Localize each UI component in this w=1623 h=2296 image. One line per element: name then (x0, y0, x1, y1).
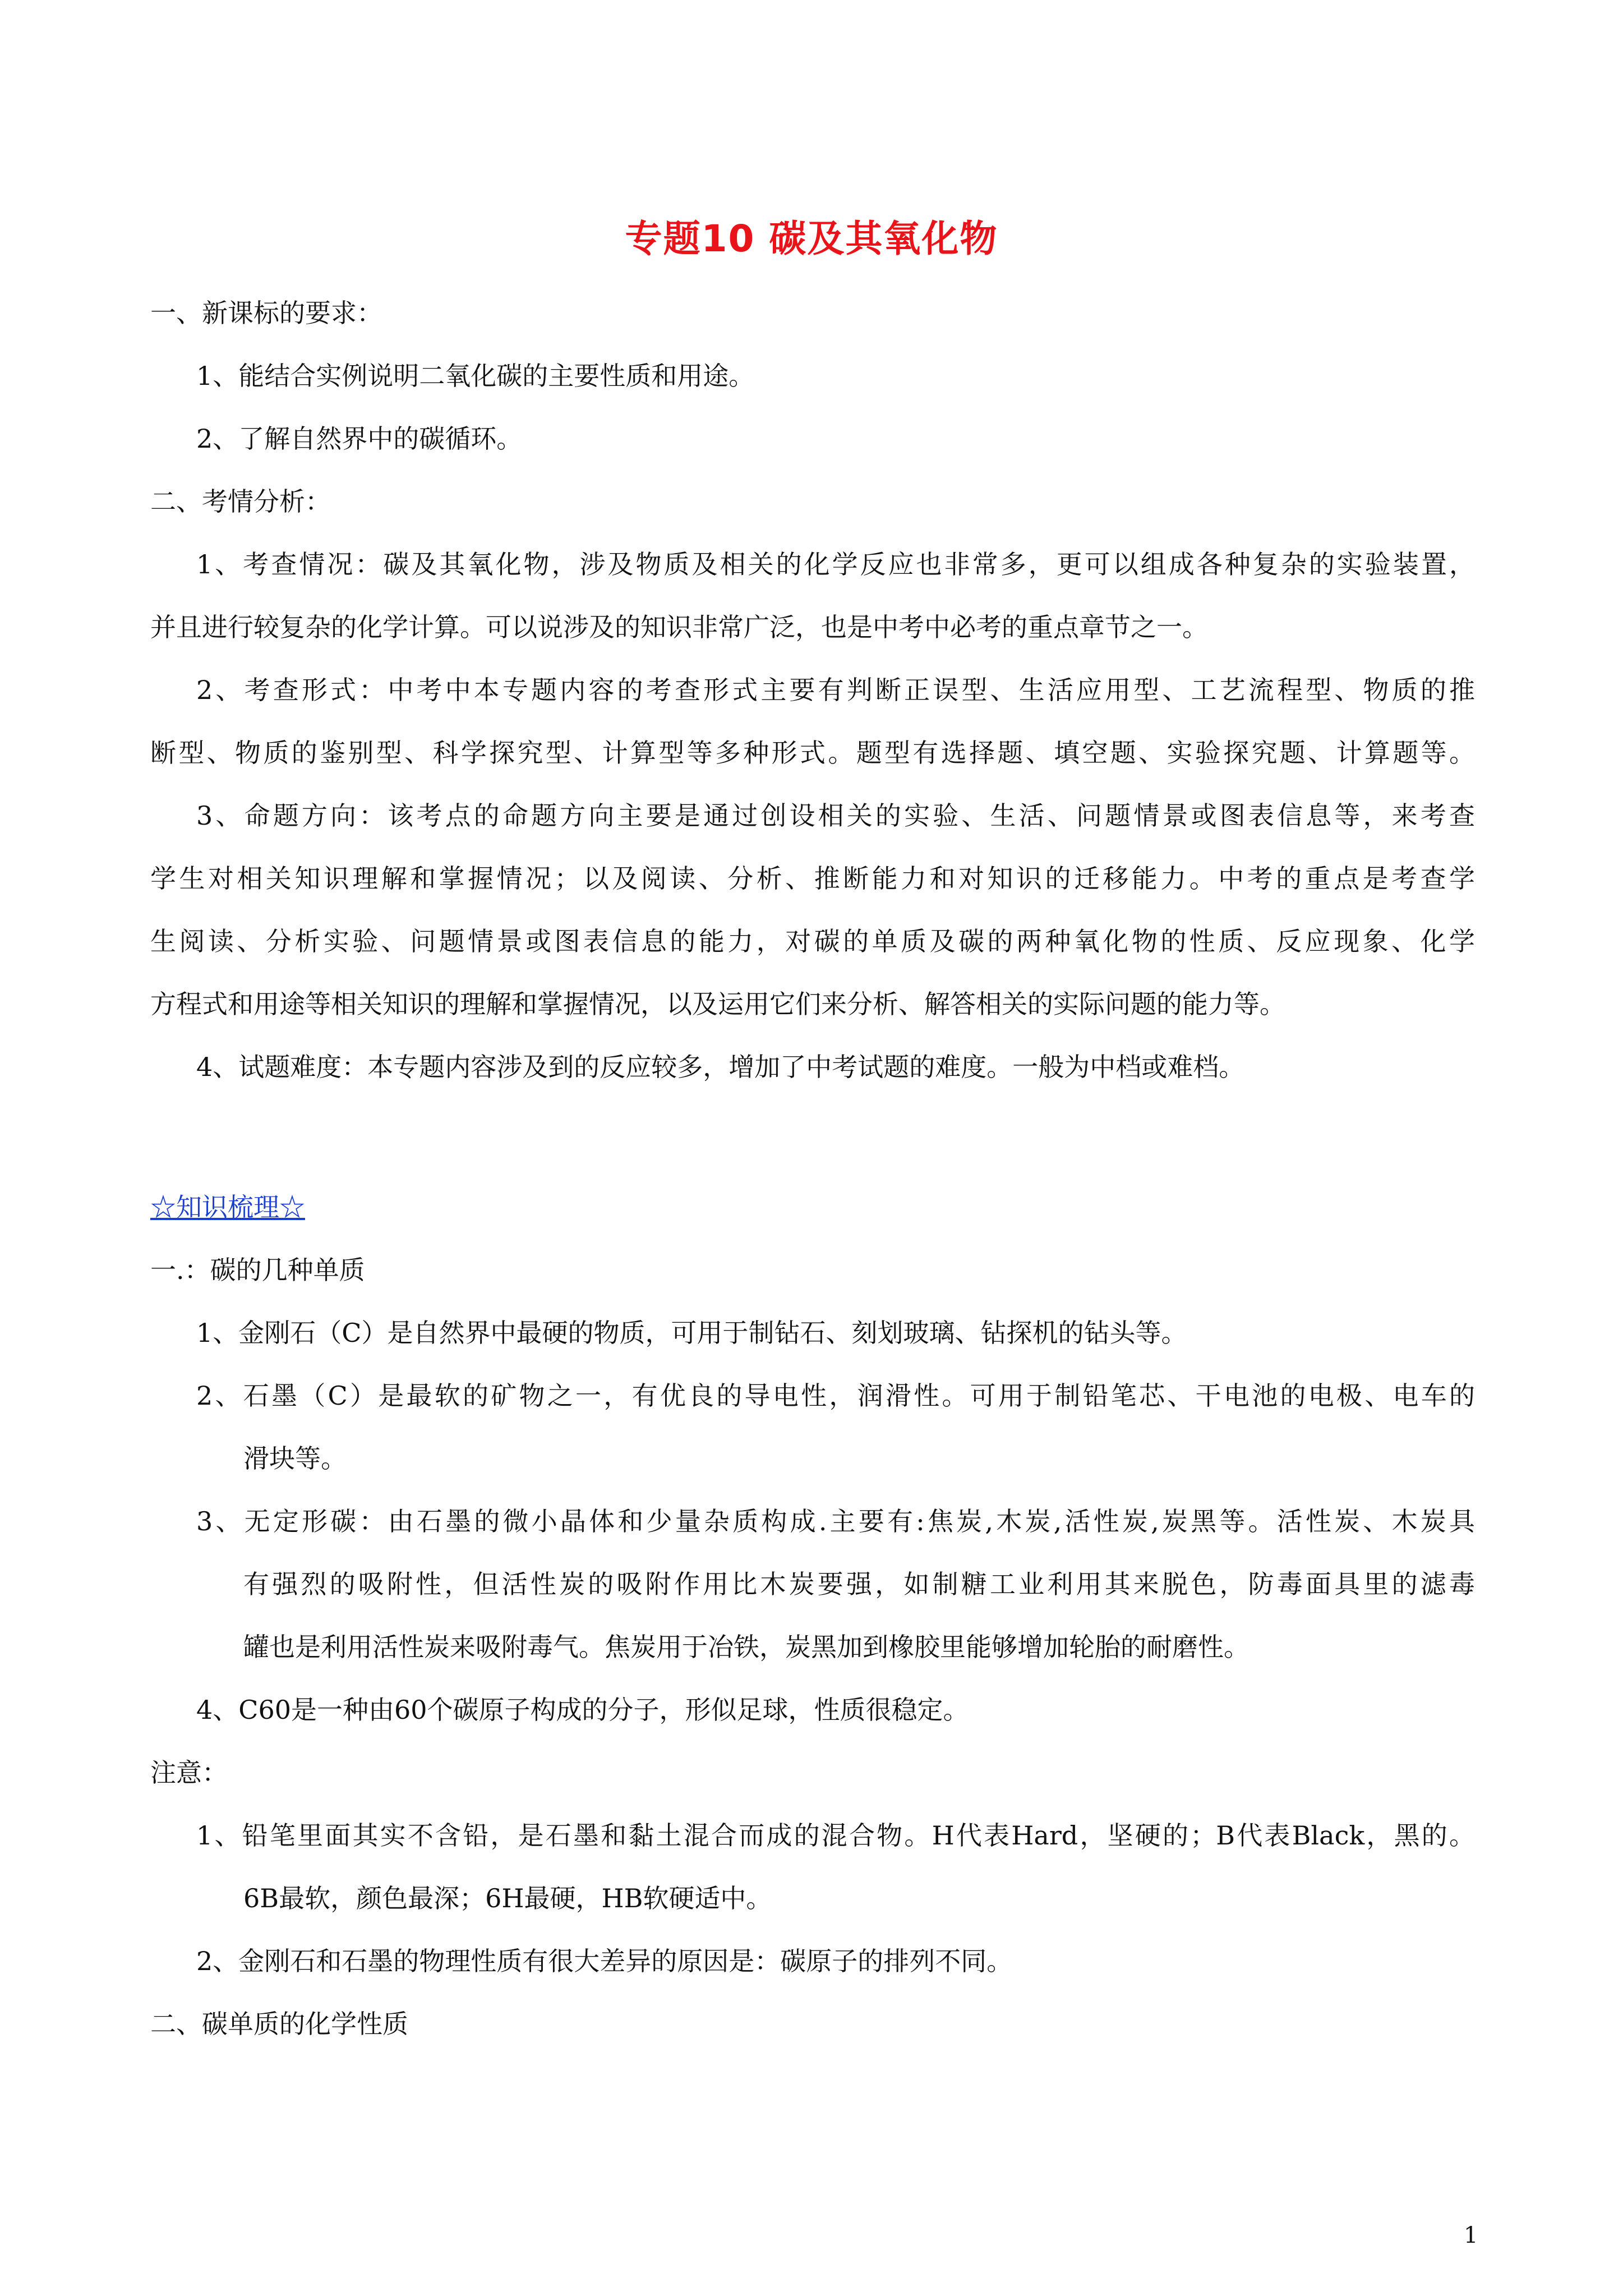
section1-item: 2、了解自然界中的碳循环。 (196, 424, 523, 454)
notes-line: 1、铅笔里面其实不含铅，是石墨和黏土混合而成的混合物。H代表Hard，坚硬的；B代表Black，黑的。 (196, 1820, 1475, 1851)
knowledge-summary-link[interactable]: ☆知识梳理☆ (150, 1192, 305, 1222)
section1-item: 1、能结合实例说明二氧化碳的主要性质和用途。 (196, 361, 755, 391)
notes-line: 6B最软，颜色最深；6H最硬，HB软硬适中。 (243, 1883, 772, 1913)
section2-heading: 二、考情分析： (150, 486, 331, 517)
notes-line: 2、金刚石和石墨的物理性质有很大差异的原因是：碳原子的排列不同。 (196, 1946, 1013, 1976)
carbon-forms-line: 3、无定形碳：由石墨的微小晶体和少量杂质构成.主要有:焦炭,木炭,活性炭,炭黑等。活性炭、木炭具 (196, 1506, 1475, 1536)
section2-line: 4、试题难度：本专题内容涉及到的反应较多，增加了中考试题的难度。一般为中档或难档。 (196, 1052, 1245, 1082)
page-title: 专题10 碳及其氧化物 (625, 217, 998, 260)
section2-line: 3、命题方向：该考点的命题方向主要是通过创设相关的实验、生活、问题情景或图表信息等，来考查 (196, 800, 1475, 831)
section2-line: 方程式和用途等相关知识的理解和掌握情况，以及运用它们来分析、解答相关的实际问题的能力等。 (150, 989, 1285, 1019)
notes-heading: 注意： (150, 1757, 228, 1788)
page-number: 1 (1464, 2223, 1478, 2248)
section2-line: 2、考查形式：中考中本专题内容的考查形式主要有判断正误型、生活应用型、工艺流程型、物质的推 (196, 675, 1475, 705)
section2-line: 断型、物质的鉴别型、科学探究型、计算型等多种形式。题型有选择题、填空题、实验探究题、计算题等。 (150, 738, 1475, 768)
carbon-forms-line: 有强烈的吸附性，但活性炭的吸附作用比木炭要强，如制糖工业利用其来脱色，防毒面具里的滤毒 (243, 1569, 1475, 1599)
carbon-forms-line: 2、石墨（C）是最软的矿物之一，有优良的导电性，润滑性。可用于制铅笔芯、干电池的电极、电车的 (196, 1381, 1475, 1411)
carbon-forms-line: 1、金刚石（C）是自然界中最硬的物质，可用于制钻石、刻划玻璃、钻探机的钻头等。 (196, 1318, 1187, 1348)
section2-line: 并且进行较复杂的化学计算。可以说涉及的知识非常广泛，也是中考中必考的重点章节之一。 (150, 612, 1208, 642)
section2-line: 1、考查情况：碳及其氧化物，涉及物质及相关的化学反应也非常多，更可以组成各种复杂的实验装置， (196, 549, 1475, 579)
section1-heading: 一、新课标的要求： (150, 298, 382, 328)
carbon-forms-line: 4、C60是一种由60个碳原子构成的分子，形似足球，性质很稳定。 (196, 1695, 969, 1725)
chem-properties-heading: 二、碳单质的化学性质 (150, 2009, 408, 2039)
carbon-forms-line: 罐也是利用活性炭来吸附毒气。焦炭用于冶铁，炭黑加到橡胶里能够增加轮胎的耐磨性。 (243, 1632, 1249, 1662)
section2-line: 学生对相关知识理解和掌握情况；以及阅读、分析、推断能力和对知识的迁移能力。中考的重点是考查学 (150, 863, 1475, 894)
section2-line: 生阅读、分析实验、问题情景或图表信息的能力，对碳的单质及碳的两种氧化物的性质、反应现象、化学 (150, 926, 1475, 956)
carbon-forms-heading: 一.：碳的几种单质 (150, 1255, 365, 1285)
carbon-forms-line: 滑块等。 (243, 1443, 347, 1474)
